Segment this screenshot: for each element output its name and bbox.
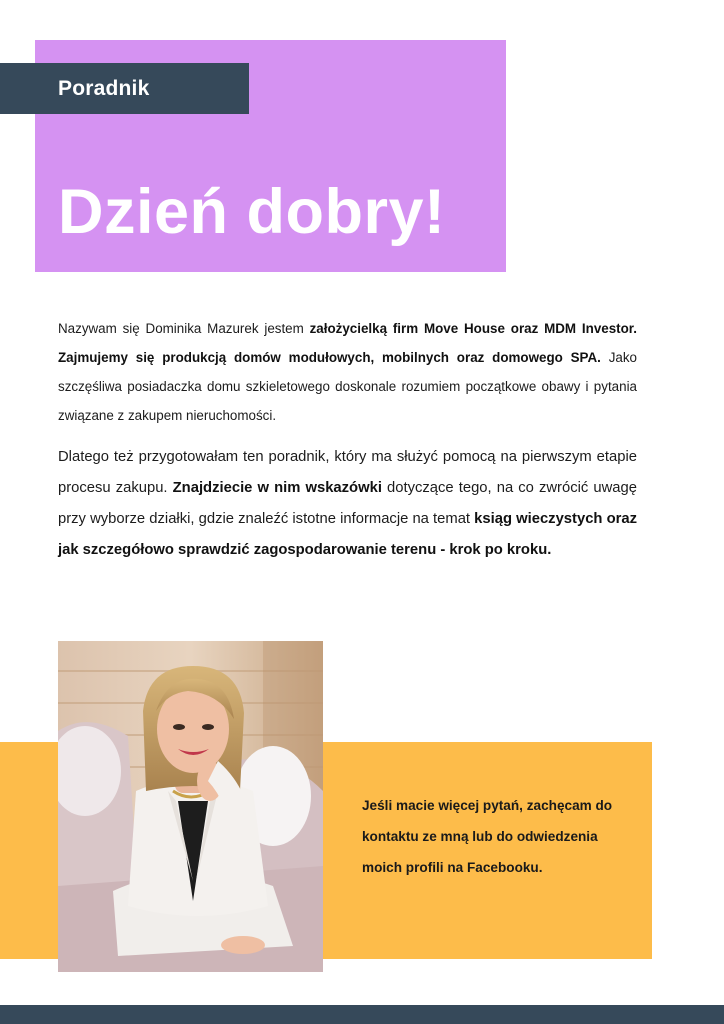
guide-bold-2: ksiąg wieczystych oraz jak szczegółowo sprawdzić zagospodarowanie terenu - krok po kroku. <box>58 511 638 558</box>
guide-text-1: Dlatego też przygotowałam ten poradnik, który ma służyć pomocą na pierwszym etapie procesu zakupu. <box>58 449 637 496</box>
contact-text: Jeśli macie więcej pytań, zachęcam do kontaktu ze mną lub do odwiedzenia moich profili na Facebooku. <box>362 798 613 875</box>
page-title: Dzień dobry! <box>58 177 446 247</box>
intro-paragraph <box>58 314 637 430</box>
guide-paragraph <box>58 442 637 566</box>
author-photo <box>58 641 323 972</box>
intro-bold-1: założycielką firm Move House oraz MDM Investor. Zajmujemy się produkcją domów modułowych, mobilnych oraz domowego SPA. <box>58 321 637 365</box>
intro-text-2: Jako szczęśliwa posiadaczka domu szkieletowego doskonale rozumiem początkowe obawy i pytania związane z zakupem nieruchomości. <box>58 350 637 423</box>
category-label: Poradnik <box>58 77 150 100</box>
guide-text-2: dotyczące tego, na co zwrócić uwagę przy wyborze działki, gdzie znaleźć istotne informacje na temat <box>58 480 637 527</box>
guide-bold-1: Znajdziecie w nim wskazówki <box>172 480 382 496</box>
footer-bar <box>0 1005 724 1024</box>
intro-text-1: Nazywam się Dominika Mazurek jestem <box>58 321 310 336</box>
